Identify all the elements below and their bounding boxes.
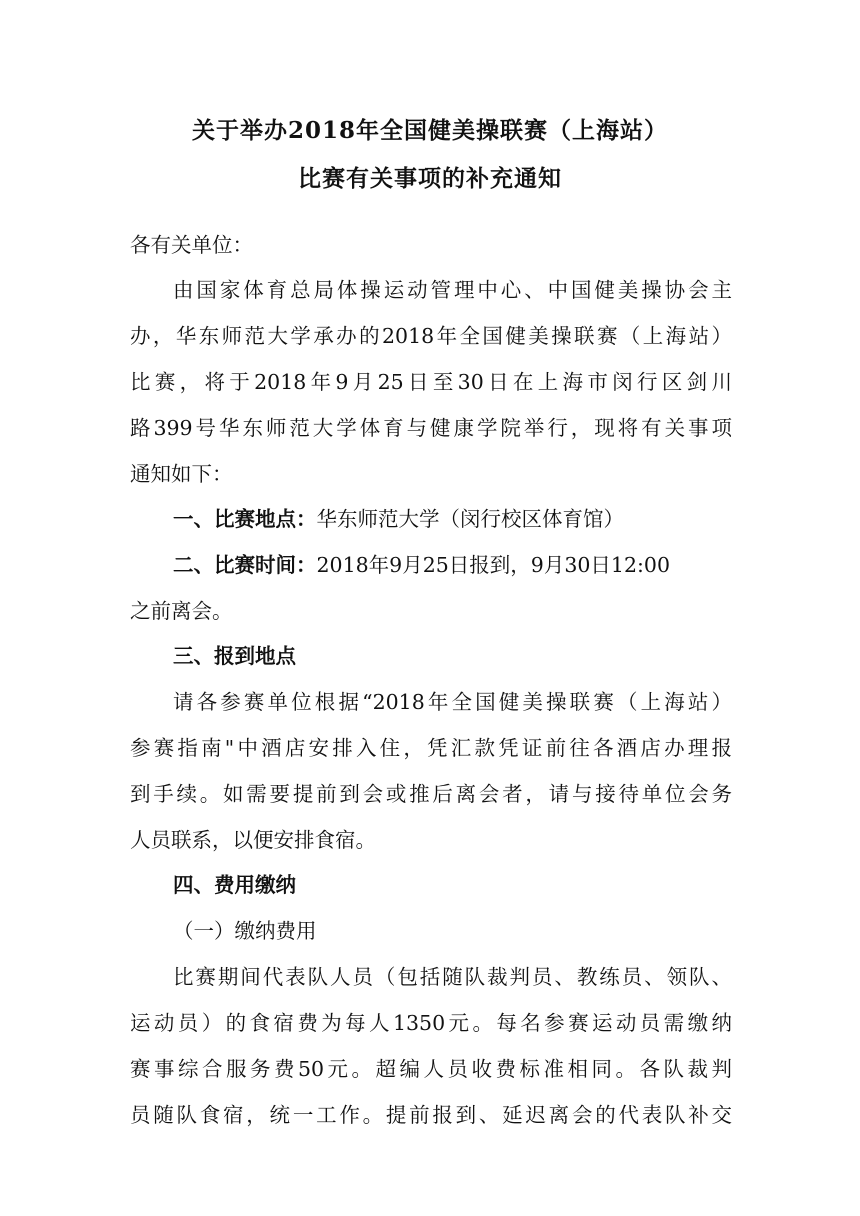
- intro-line: 路399号华东师范大学体育与健康学院举行，现将有关事项: [130, 416, 732, 440]
- item2-value: 2018年9月25日报到，9月30日12:00: [316, 553, 671, 577]
- intro-line: 比赛，将于2018年9月25日至30日在上海市闵行区剑川: [130, 370, 732, 394]
- item4-line: 员随队食宿，统一工作。提前报到、延迟离会的代表队补交: [130, 1103, 732, 1127]
- intro-line: 办，华东师范大学承办的2018年全国健美操联赛（上海站）: [130, 324, 732, 348]
- item3-heading: 三、报到地点: [173, 644, 296, 668]
- item4-line: 赛事综合服务费50元。超编人员收费标准相同。各队裁判: [130, 1057, 732, 1081]
- document-title-line2: 比赛有关事项的补充通知: [298, 165, 562, 192]
- item1-label: 一、比赛地点：: [173, 507, 317, 531]
- item4-subheading: （一）缴纳费用: [173, 919, 317, 943]
- item1: [173, 505, 732, 533]
- item4-line: 运动员）的食宿费为每人1350元。每名参赛运动员需缴纳: [130, 1011, 732, 1035]
- item3-line: 到手续。如需要提前到会或推后离会者，请与接待单位会务: [130, 782, 732, 806]
- item3-line: 请各参赛单位根据“2018年全国健美操联赛（上海站）: [173, 690, 732, 714]
- item4-heading: 四、费用缴纳: [173, 873, 296, 897]
- item2-label: 二、比赛时间：: [173, 553, 317, 577]
- item2: [173, 551, 732, 579]
- intro-line: 通知如下：: [130, 462, 233, 486]
- item4-line: 比赛期间代表队人员（包括随队裁判员、教练员、领队、: [173, 965, 732, 989]
- document-title-line1: 关于举办2018年全国健美操联赛（上海站）: [191, 117, 668, 144]
- item3-line: 人员联系，以便安排食宿。: [130, 828, 376, 852]
- item3-line: 参赛指南"中酒店安排入住，凭汇款凭证前往各酒店办理报: [130, 736, 732, 760]
- item1-value: 华东师范大学（闵行校区体育馆）: [316, 507, 624, 531]
- item2-continuation: 之前离会。: [130, 599, 233, 623]
- intro-line: 由国家体育总局体操运动管理中心、中国健美操协会主: [173, 278, 732, 302]
- salutation: 各有关单位：: [130, 233, 253, 257]
